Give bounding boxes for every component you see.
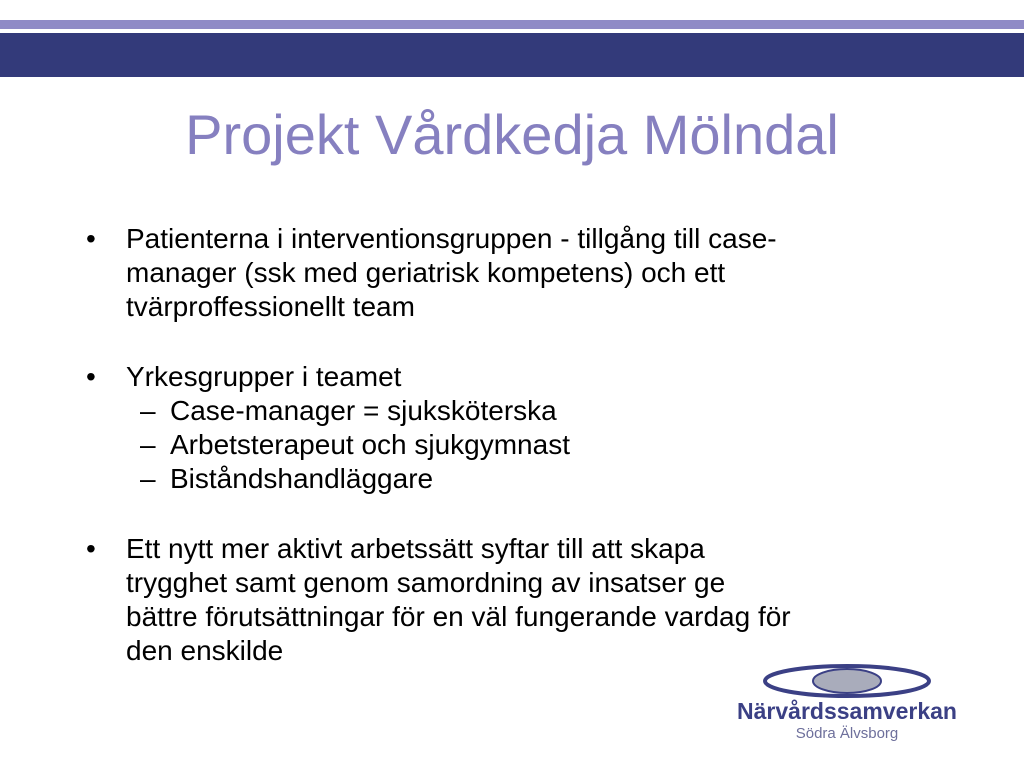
bullet-item [86, 532, 956, 668]
narvardssamverkan-logo [712, 663, 982, 748]
sub-marker: – [140, 463, 156, 494]
sub-item-text: Arbetsterapeut och sjukgymnast [170, 429, 570, 460]
sub-marker: – [140, 429, 156, 460]
header-band-dark [0, 33, 1024, 77]
logo-subtitle: Södra Älvsborg [795, 725, 899, 742]
slide-title: Projekt Vårdkedja Mölndal [185, 103, 839, 166]
bullet-marker: • [86, 223, 96, 254]
logo-name: Närvårdssamverkan [737, 698, 957, 724]
slide-content [86, 222, 956, 668]
logo-ellipse-icon [762, 663, 932, 699]
bullet-line: den enskilde [126, 635, 284, 666]
bullet-line: bättre förutsättningar för en väl fungerande vardag för [126, 601, 791, 632]
bullet-line: tvärproffessionellt team [126, 291, 415, 322]
sub-item-text: Biståndshandläggare [170, 463, 434, 494]
bullet-marker: • [86, 361, 96, 392]
bullet-line: trygghet samt genom samordning av insatser ge [126, 567, 726, 598]
sub-item [86, 462, 956, 496]
header-band-light [0, 20, 1024, 29]
bullet-line: Yrkesgrupper i teamet [126, 361, 402, 392]
bullet-item [86, 222, 956, 324]
sub-item [86, 428, 956, 462]
sub-marker: – [140, 395, 156, 426]
sub-item [86, 394, 956, 428]
sub-item-text: Case-manager = sjuksköterska [170, 395, 557, 426]
bullet-line: Patienterna i interventionsgruppen - tillgång till case- [126, 223, 777, 254]
bullet-line: manager (ssk med geriatrisk kompetens) och ett [126, 257, 726, 288]
bullet-item [86, 360, 956, 394]
bullet-line: Ett nytt mer aktivt arbetssätt syftar till att skapa [126, 533, 705, 564]
bullet-marker: • [86, 533, 96, 564]
